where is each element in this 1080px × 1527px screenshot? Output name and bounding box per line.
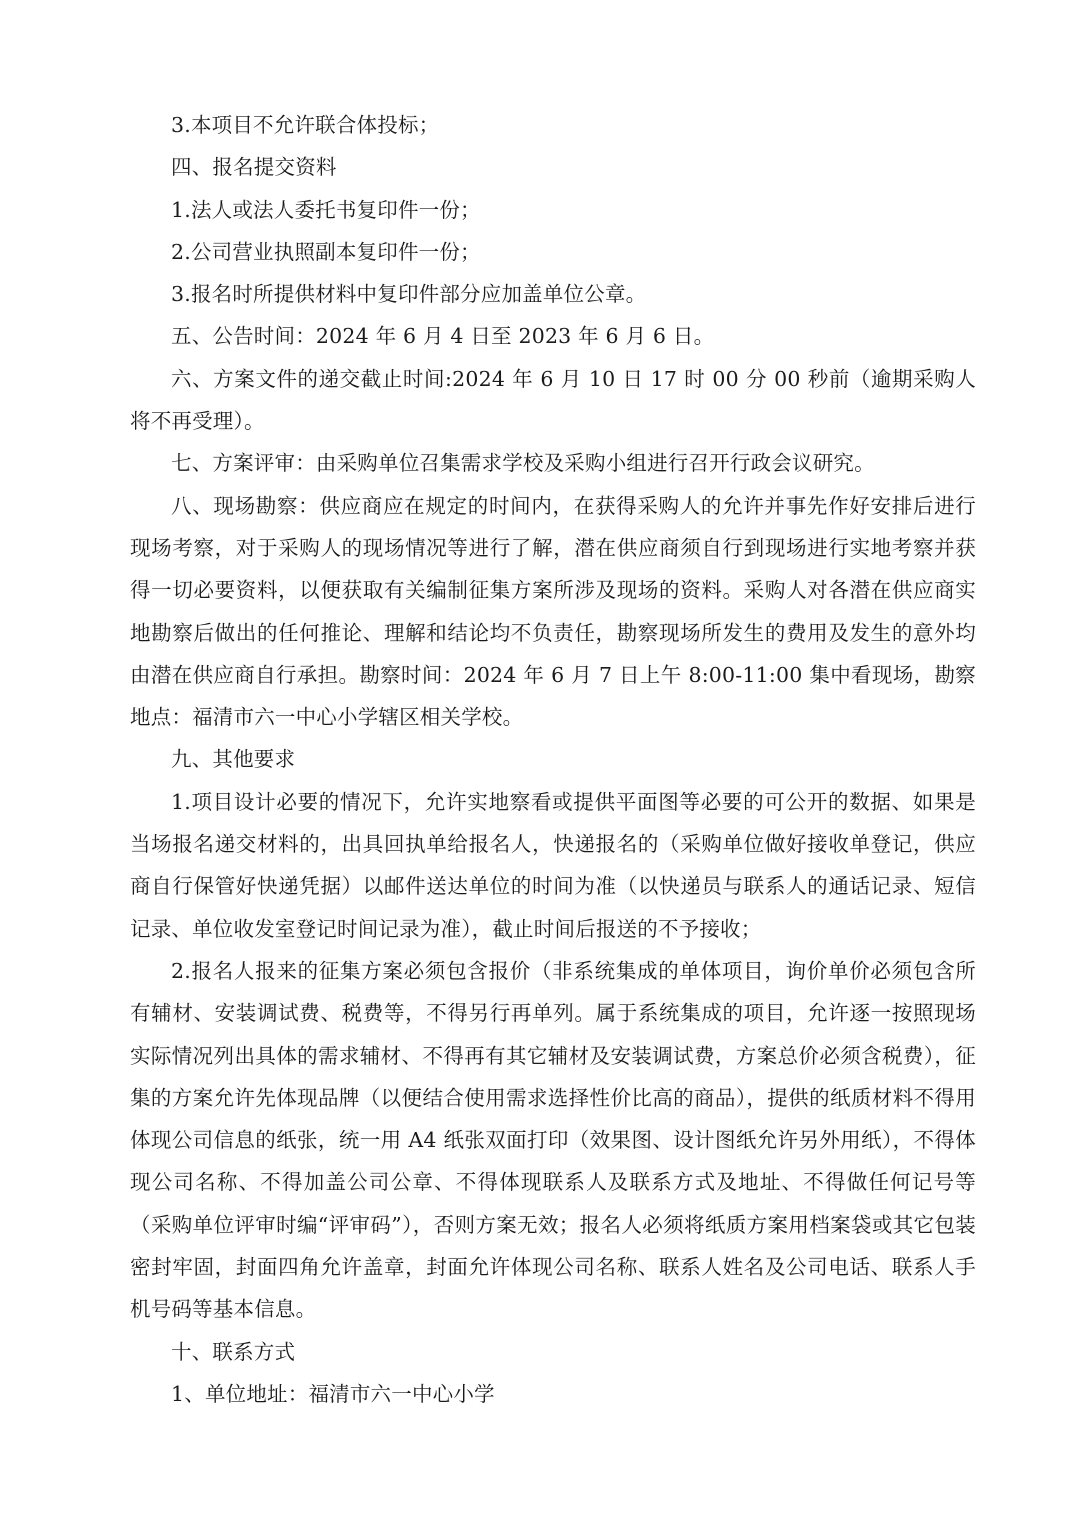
section-submission-deadline: 六、方案文件的递交截止时间:2024 年 6 月 10 日 17 时 00 分 00 秒前（逾期采购人将不再受理）。 xyxy=(130,366,976,434)
requirement-pricing-and-packaging: 2.报名人报来的征集方案必须包含报价（非系统集成的单体项目，询价单价必须包含所有辅材、安装调试费、税费等，不得另行再单列。属于系统集成的项目，允许逐一按照现场实际情况列出具体的需求辅材、不得再有其它辅材及安装调试费，方案总价必须含税费），征集的方案允许先体现品牌（以便结合使用需求选择性价比高的商品），提供的纸质材料不得用体现公司信息的纸张，统一用 A4 纸张双面打印（效果图、设计图纸允许另外用纸），不得体现公司名称、不得加盖公司公章、不得体现联系人及联系方式及地址、不得做任何记号等（采购单位评审时编“评审码”），否则方案无效；报名人必须将纸质方案用档案袋或其它包装密封牢固，封面四角允许盖章，封面允许体现公司名称、联系人姓名及公司电话、联系人手机号码等基本信息。 xyxy=(130,958,976,1322)
item-business-license-copy: 2.公司营业执照副本复印件一份； xyxy=(171,239,481,264)
document-page xyxy=(130,104,976,1415)
section-proposal-review: 七、方案评审：由采购单位召集需求学校及采购小组进行召开行政会议研究。 xyxy=(171,451,875,476)
section-announcement-period: 五、公告时间：2024 年 6 月 4 日至 2023 年 6 月 6 日。 xyxy=(171,324,715,349)
section-site-survey: 八、现场勘察：供应商应在规定的时间内，在获得采购人的允许并事先作好安排后进行现场考察，对于采购人的现场情况等进行了解，潜在供应商须自行到现场进行实地考察并获得一切必要资料，以便获取有关编制征集方案所涉及现场的资料。采购人对各潜在供应商实地勘察后做出的任何推论、理解和结论均不负责任，勘察现场所发生的费用及发生的意外均由潜在供应商自行承担。勘察时间：2024 年 6 月 7 日上午 8:00-11:00 集中看现场，勘察地点：福清市六一中心小学辖区相关学校。 xyxy=(130,493,976,730)
section-heading-contact: 十、联系方式 xyxy=(171,1339,296,1364)
item-official-seal: 3.报名时所提供材料中复印件部分应加盖单位公章。 xyxy=(171,282,647,307)
section-heading-other-requirements: 九、其他要求 xyxy=(171,747,296,772)
section-heading-registration-materials: 四、报名提交资料 xyxy=(171,155,337,180)
requirement-site-visit-and-delivery: 1.项目设计必要的情况下，允许实地察看或提供平面图等必要的可公开的数据、如果是当场报名递交材料的，出具回执单给报名人，快递报名的（采购单位做好接收单登记，供应商自行保管好快递凭据）以邮件送达单位的时间为准（以快递员与联系人的通话记录、短信记录、单位收发室登记时间记录为准），截止时间后报送的不予接收； xyxy=(130,789,976,941)
item-legal-person-copy: 1.法人或法人委托书复印件一份； xyxy=(171,197,481,222)
clause-no-consortium: 3.本项目不允许联合体投标； xyxy=(171,113,440,137)
contact-address: 1、单位地址：福清市六一中心小学 xyxy=(171,1381,495,1406)
